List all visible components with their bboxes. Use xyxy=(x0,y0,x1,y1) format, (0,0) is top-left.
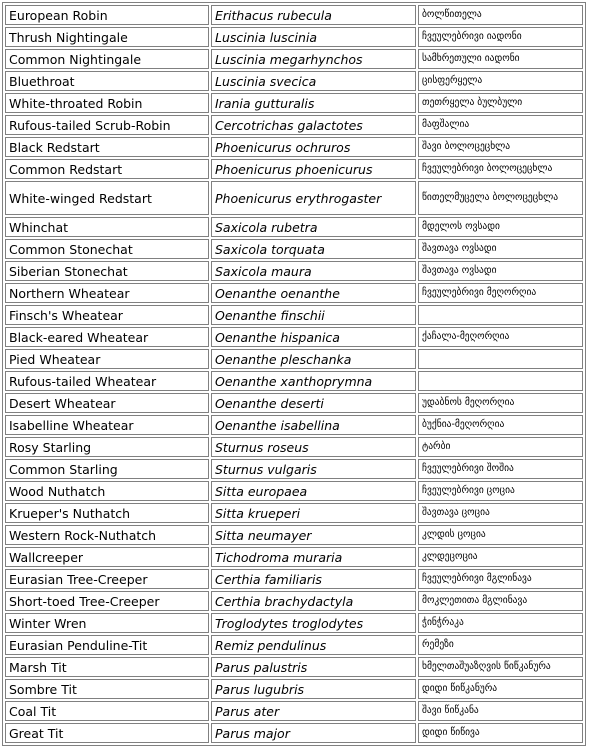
table-row xyxy=(5,657,583,677)
georgian-name-cell: სამხრეთული იადონი xyxy=(418,49,583,69)
table-row xyxy=(5,5,583,25)
latin-name-cell: Tichodroma muraria xyxy=(211,547,416,567)
latin-name-cell: Irania gutturalis xyxy=(211,93,416,113)
georgian-name-cell: შავი ბოლოცეცხლა xyxy=(418,137,583,157)
latin-name-cell: Parus ater xyxy=(211,701,416,721)
georgian-name-cell: ჩვეულებრივი მგლინავა xyxy=(418,569,583,589)
english-name-cell: Isabelline Wheatear xyxy=(5,415,209,435)
english-name-cell: Coal Tit xyxy=(5,701,209,721)
latin-name-cell: Oenanthe oenanthe xyxy=(211,283,416,303)
latin-name-cell: Certhia familiaris xyxy=(211,569,416,589)
table-row xyxy=(5,181,583,215)
latin-name-cell: Oenanthe xanthoprymna xyxy=(211,371,416,391)
table-row xyxy=(5,701,583,721)
latin-name-cell: Oenanthe isabellina xyxy=(211,415,416,435)
english-name-cell: Short-toed Tree-Creeper xyxy=(5,591,209,611)
georgian-name-cell: თეთრყელა ბულბული xyxy=(418,93,583,113)
latin-name-cell: Sitta europaea xyxy=(211,481,416,501)
table-row xyxy=(5,525,583,545)
english-name-cell: Desert Wheatear xyxy=(5,393,209,413)
table-row xyxy=(5,437,583,457)
table-row xyxy=(5,503,583,523)
latin-name-cell: Oenanthe finschii xyxy=(211,305,416,325)
table-row xyxy=(5,569,583,589)
georgian-name-cell: ხმელთაშუაზღვის წიწკანურა xyxy=(418,657,583,677)
latin-name-cell: Saxicola rubetra xyxy=(211,217,416,237)
georgian-name-cell: ჩვეულებრივი იადონი xyxy=(418,27,583,47)
table-row xyxy=(5,137,583,157)
georgian-name-cell: ჩვეულებრივი ცოცია xyxy=(418,481,583,501)
table-row xyxy=(5,217,583,237)
table-row xyxy=(5,393,583,413)
latin-name-cell: Troglodytes troglodytes xyxy=(211,613,416,633)
latin-name-cell: Sitta krueperi xyxy=(211,503,416,523)
english-name-cell: Bluethroat xyxy=(5,71,209,91)
english-name-cell: Rufous-tailed Scrub-Robin xyxy=(5,115,209,135)
english-name-cell: Black-eared Wheatear xyxy=(5,327,209,347)
latin-name-cell: Oenanthe pleschanka xyxy=(211,349,416,369)
english-name-cell: Rufous-tailed Wheatear xyxy=(5,371,209,391)
latin-name-cell: Parus lugubris xyxy=(211,679,416,699)
table-row xyxy=(5,371,583,391)
table-row xyxy=(5,349,583,369)
table-row xyxy=(5,613,583,633)
english-name-cell: Rosy Starling xyxy=(5,437,209,457)
english-name-cell: Common Nightingale xyxy=(5,49,209,69)
bird-species-table xyxy=(2,2,586,746)
english-name-cell: Wood Nuthatch xyxy=(5,481,209,501)
english-name-cell: Common Starling xyxy=(5,459,209,479)
english-name-cell: Siberian Stonechat xyxy=(5,261,209,281)
georgian-name-cell: ბოლწითელა xyxy=(418,5,583,25)
table-row xyxy=(5,71,583,91)
georgian-name-cell: დიდი წიწკანურა xyxy=(418,679,583,699)
latin-name-cell: Luscinia megarhynchos xyxy=(211,49,416,69)
table-row xyxy=(5,27,583,47)
english-name-cell: Finsch's Wheatear xyxy=(5,305,209,325)
table-row xyxy=(5,327,583,347)
latin-name-cell: Phoenicurus ochruros xyxy=(211,137,416,157)
english-name-cell: Thrush Nightingale xyxy=(5,27,209,47)
table-row xyxy=(5,547,583,567)
english-name-cell: Common Stonechat xyxy=(5,239,209,259)
table-row xyxy=(5,591,583,611)
georgian-name-cell xyxy=(418,349,583,369)
georgian-name-cell: შავთავა ცოცია xyxy=(418,503,583,523)
georgian-name-cell: კლდეცოცია xyxy=(418,547,583,567)
latin-name-cell: Luscinia svecica xyxy=(211,71,416,91)
georgian-name-cell: შავთავა ოვსადი xyxy=(418,239,583,259)
english-name-cell: Marsh Tit xyxy=(5,657,209,677)
english-name-cell: Great Tit xyxy=(5,723,209,743)
georgian-name-cell: ჩვეულებრივი ბოლოცეცხლა xyxy=(418,159,583,179)
english-name-cell: Eurasian Penduline-Tit xyxy=(5,635,209,655)
latin-name-cell: Oenanthe hispanica xyxy=(211,327,416,347)
english-name-cell: White-throated Robin xyxy=(5,93,209,113)
latin-name-cell: Erithacus rubecula xyxy=(211,5,416,25)
latin-name-cell: Saxicola torquata xyxy=(211,239,416,259)
latin-name-cell: Phoenicurus erythrogaster xyxy=(211,181,416,215)
georgian-name-cell: ცისფერყელა xyxy=(418,71,583,91)
table-row xyxy=(5,49,583,69)
english-name-cell: White-winged Redstart xyxy=(5,181,209,215)
latin-name-cell: Parus major xyxy=(211,723,416,743)
table-row xyxy=(5,679,583,699)
english-name-cell: Whinchat xyxy=(5,217,209,237)
table-row xyxy=(5,261,583,281)
english-name-cell: Sombre Tit xyxy=(5,679,209,699)
english-name-cell: Western Rock-Nuthatch xyxy=(5,525,209,545)
georgian-name-cell: შავთავა ოვსადი xyxy=(418,261,583,281)
table-row xyxy=(5,115,583,135)
georgian-name-cell xyxy=(418,305,583,325)
english-name-cell: Krueper's Nuthatch xyxy=(5,503,209,523)
table-row xyxy=(5,415,583,435)
georgian-name-cell: კლდის ცოცია xyxy=(418,525,583,545)
latin-name-cell: Luscinia luscinia xyxy=(211,27,416,47)
latin-name-cell: Sturnus vulgaris xyxy=(211,459,416,479)
latin-name-cell: Phoenicurus phoenicurus xyxy=(211,159,416,179)
table-row xyxy=(5,723,583,743)
georgian-name-cell: ჩვეულებრივი შოშია xyxy=(418,459,583,479)
english-name-cell: Eurasian Tree-Creeper xyxy=(5,569,209,589)
table-row xyxy=(5,481,583,501)
georgian-name-cell xyxy=(418,371,583,391)
english-name-cell: Winter Wren xyxy=(5,613,209,633)
latin-name-cell: Certhia brachydactyla xyxy=(211,591,416,611)
table-row xyxy=(5,159,583,179)
english-name-cell: Wallcreeper xyxy=(5,547,209,567)
table-row xyxy=(5,239,583,259)
latin-name-cell: Saxicola maura xyxy=(211,261,416,281)
table-row xyxy=(5,459,583,479)
georgian-name-cell: მაფშალია xyxy=(418,115,583,135)
latin-name-cell: Sturnus roseus xyxy=(211,437,416,457)
bird-species-table-body xyxy=(5,5,583,743)
english-name-cell: Common Redstart xyxy=(5,159,209,179)
table-row xyxy=(5,93,583,113)
latin-name-cell: Remiz pendulinus xyxy=(211,635,416,655)
english-name-cell: Northern Wheatear xyxy=(5,283,209,303)
latin-name-cell: Parus palustris xyxy=(211,657,416,677)
georgian-name-cell: ქაჩალა-მეღორღია xyxy=(418,327,583,347)
georgian-name-cell: ბუქნია-მეღორღია xyxy=(418,415,583,435)
table-row xyxy=(5,283,583,303)
latin-name-cell: Oenanthe deserti xyxy=(211,393,416,413)
georgian-name-cell: უდაბნოს მეღორღია xyxy=(418,393,583,413)
georgian-name-cell: ტარბი xyxy=(418,437,583,457)
latin-name-cell: Sitta neumayer xyxy=(211,525,416,545)
georgian-name-cell: მოკლეთითა მგლინავა xyxy=(418,591,583,611)
georgian-name-cell: ჭინჭრაკა xyxy=(418,613,583,633)
english-name-cell: Black Redstart xyxy=(5,137,209,157)
english-name-cell: European Robin xyxy=(5,5,209,25)
georgian-name-cell: რემეზი xyxy=(418,635,583,655)
english-name-cell: Pied Wheatear xyxy=(5,349,209,369)
georgian-name-cell: ჩვეულებრივი მეღორღია xyxy=(418,283,583,303)
georgian-name-cell: შავი წიწკანა xyxy=(418,701,583,721)
latin-name-cell: Cercotrichas galactotes xyxy=(211,115,416,135)
table-row xyxy=(5,635,583,655)
georgian-name-cell: მდელოს ოვსადი xyxy=(418,217,583,237)
georgian-name-cell: დიდი წიწივა xyxy=(418,723,583,743)
georgian-name-cell: წითელმუცელა ბოლოცეცხლა xyxy=(418,181,583,215)
table-row xyxy=(5,305,583,325)
